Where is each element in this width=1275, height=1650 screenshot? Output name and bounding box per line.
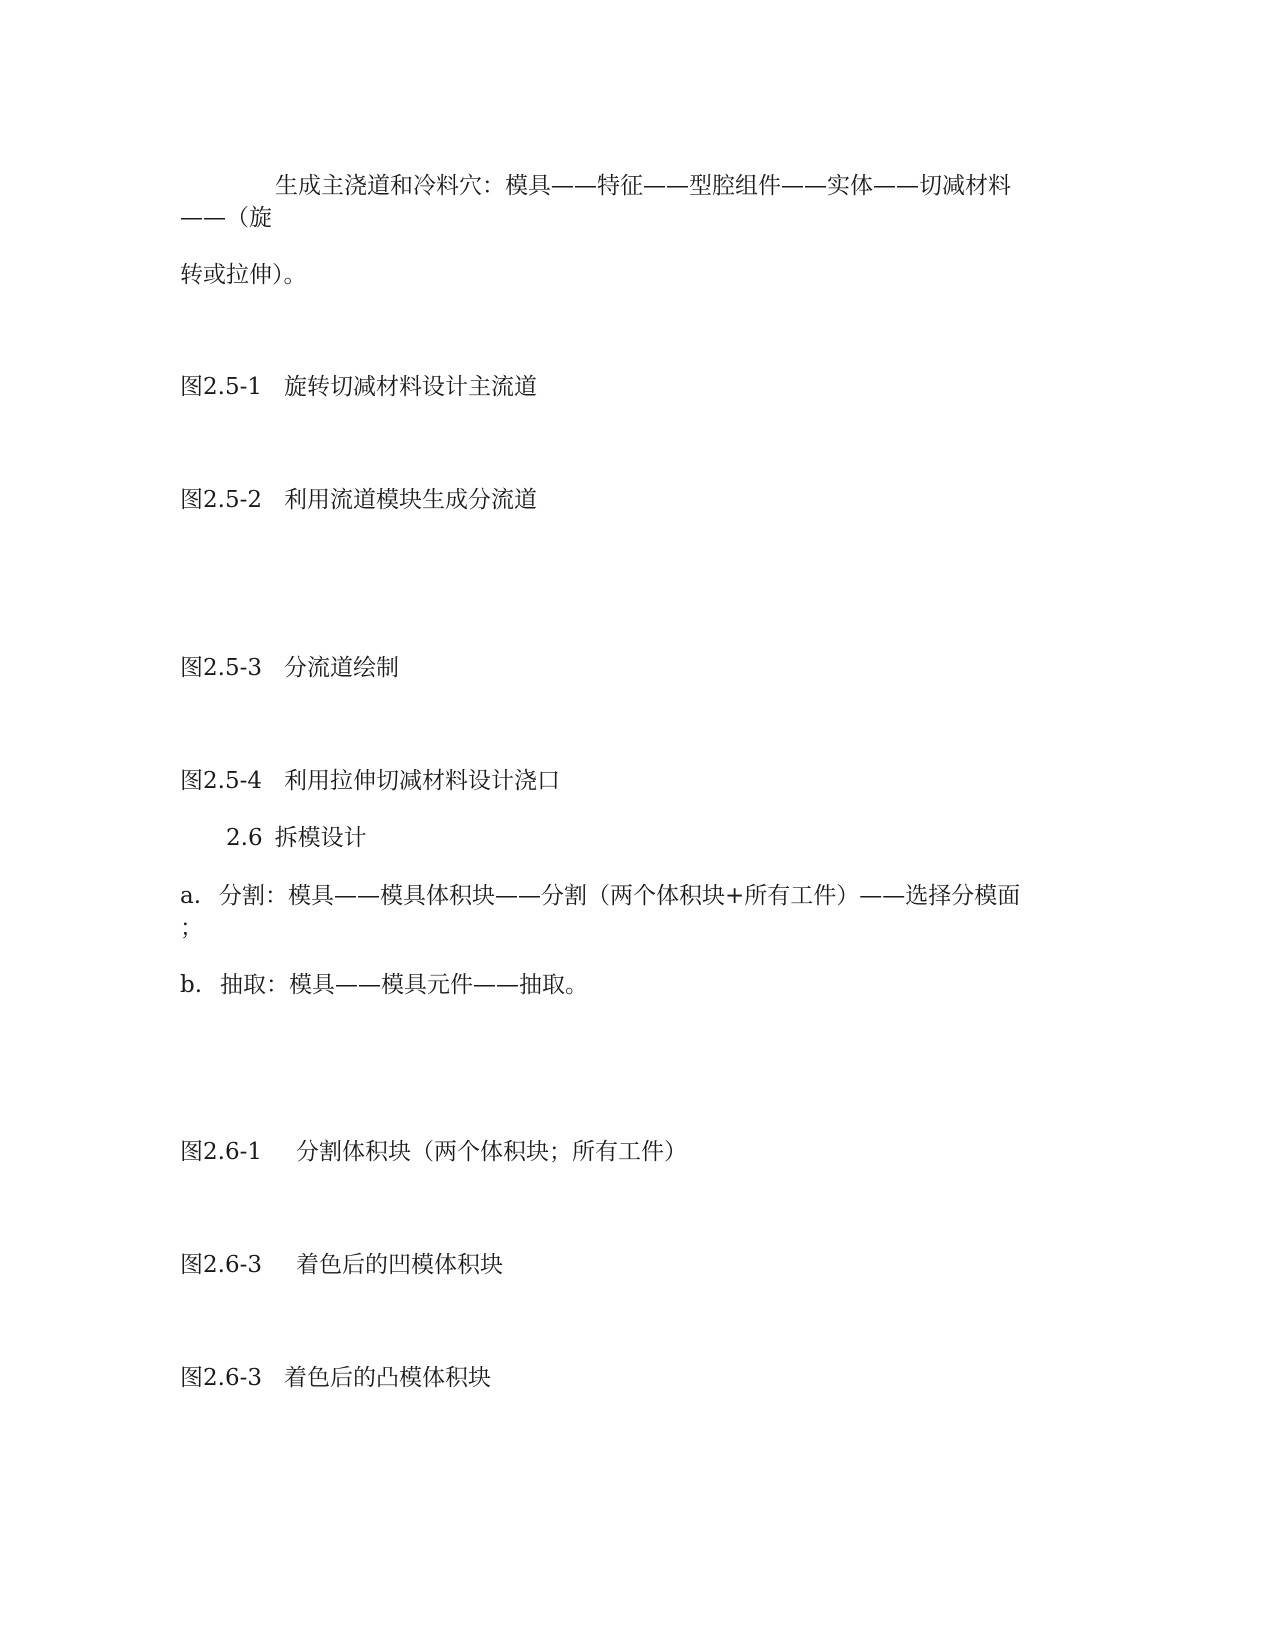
section-title: 拆模设计 bbox=[274, 825, 367, 851]
figure-number: 图2.5-3 bbox=[180, 655, 262, 681]
figure-caption bbox=[180, 766, 560, 796]
list-marker: a. bbox=[180, 883, 202, 909]
figure-caption bbox=[180, 372, 537, 402]
paragraph-line: ——（旋 bbox=[180, 205, 272, 231]
figure-title: 分流道绘制 bbox=[283, 655, 399, 681]
list-item bbox=[180, 881, 1020, 911]
list-marker: b. bbox=[180, 972, 203, 998]
paragraph-line: 转或拉伸）。 bbox=[180, 262, 307, 288]
section-heading bbox=[226, 823, 367, 853]
figure-number: 图2.6-3 bbox=[180, 1365, 262, 1391]
figure-title: 旋转切减材料设计主流道 bbox=[283, 374, 537, 400]
section-number: 2.6 bbox=[226, 825, 263, 851]
figure-number: 图2.5-4 bbox=[180, 768, 262, 794]
list-text: 抽取：模具——模具元件——抽取。 bbox=[220, 972, 589, 998]
list-overflow: ； bbox=[180, 915, 203, 941]
figure-caption bbox=[180, 1250, 503, 1280]
figure-caption bbox=[180, 1363, 491, 1393]
figure-caption bbox=[180, 653, 399, 683]
paragraph-line: 生成主浇道和冷料穴：模具——特征——型腔组件——实体——切减材料 bbox=[275, 173, 1011, 199]
figure-title: 利用流道模块生成分流道 bbox=[283, 487, 537, 513]
figure-number: 图2.6-1 bbox=[180, 1139, 262, 1165]
figure-title: 利用拉伸切减材料设计浇口 bbox=[283, 768, 560, 794]
figure-number: 图2.5-1 bbox=[180, 374, 262, 400]
figure-title: 着色后的凸模体积块 bbox=[283, 1365, 491, 1391]
list-text: 分割：模具——模具体积块——分割（两个体积块+所有工件）——选择分模面 bbox=[219, 883, 1021, 909]
figure-title: 着色后的凹模体积块 bbox=[295, 1252, 503, 1278]
list-item bbox=[180, 970, 588, 1000]
figure-caption bbox=[180, 485, 537, 515]
figure-caption bbox=[180, 1137, 687, 1167]
figure-number: 图2.5-2 bbox=[180, 487, 262, 513]
figure-title: 分割体积块（两个体积块；所有工件） bbox=[295, 1139, 687, 1165]
figure-number: 图2.6-3 bbox=[180, 1252, 262, 1278]
